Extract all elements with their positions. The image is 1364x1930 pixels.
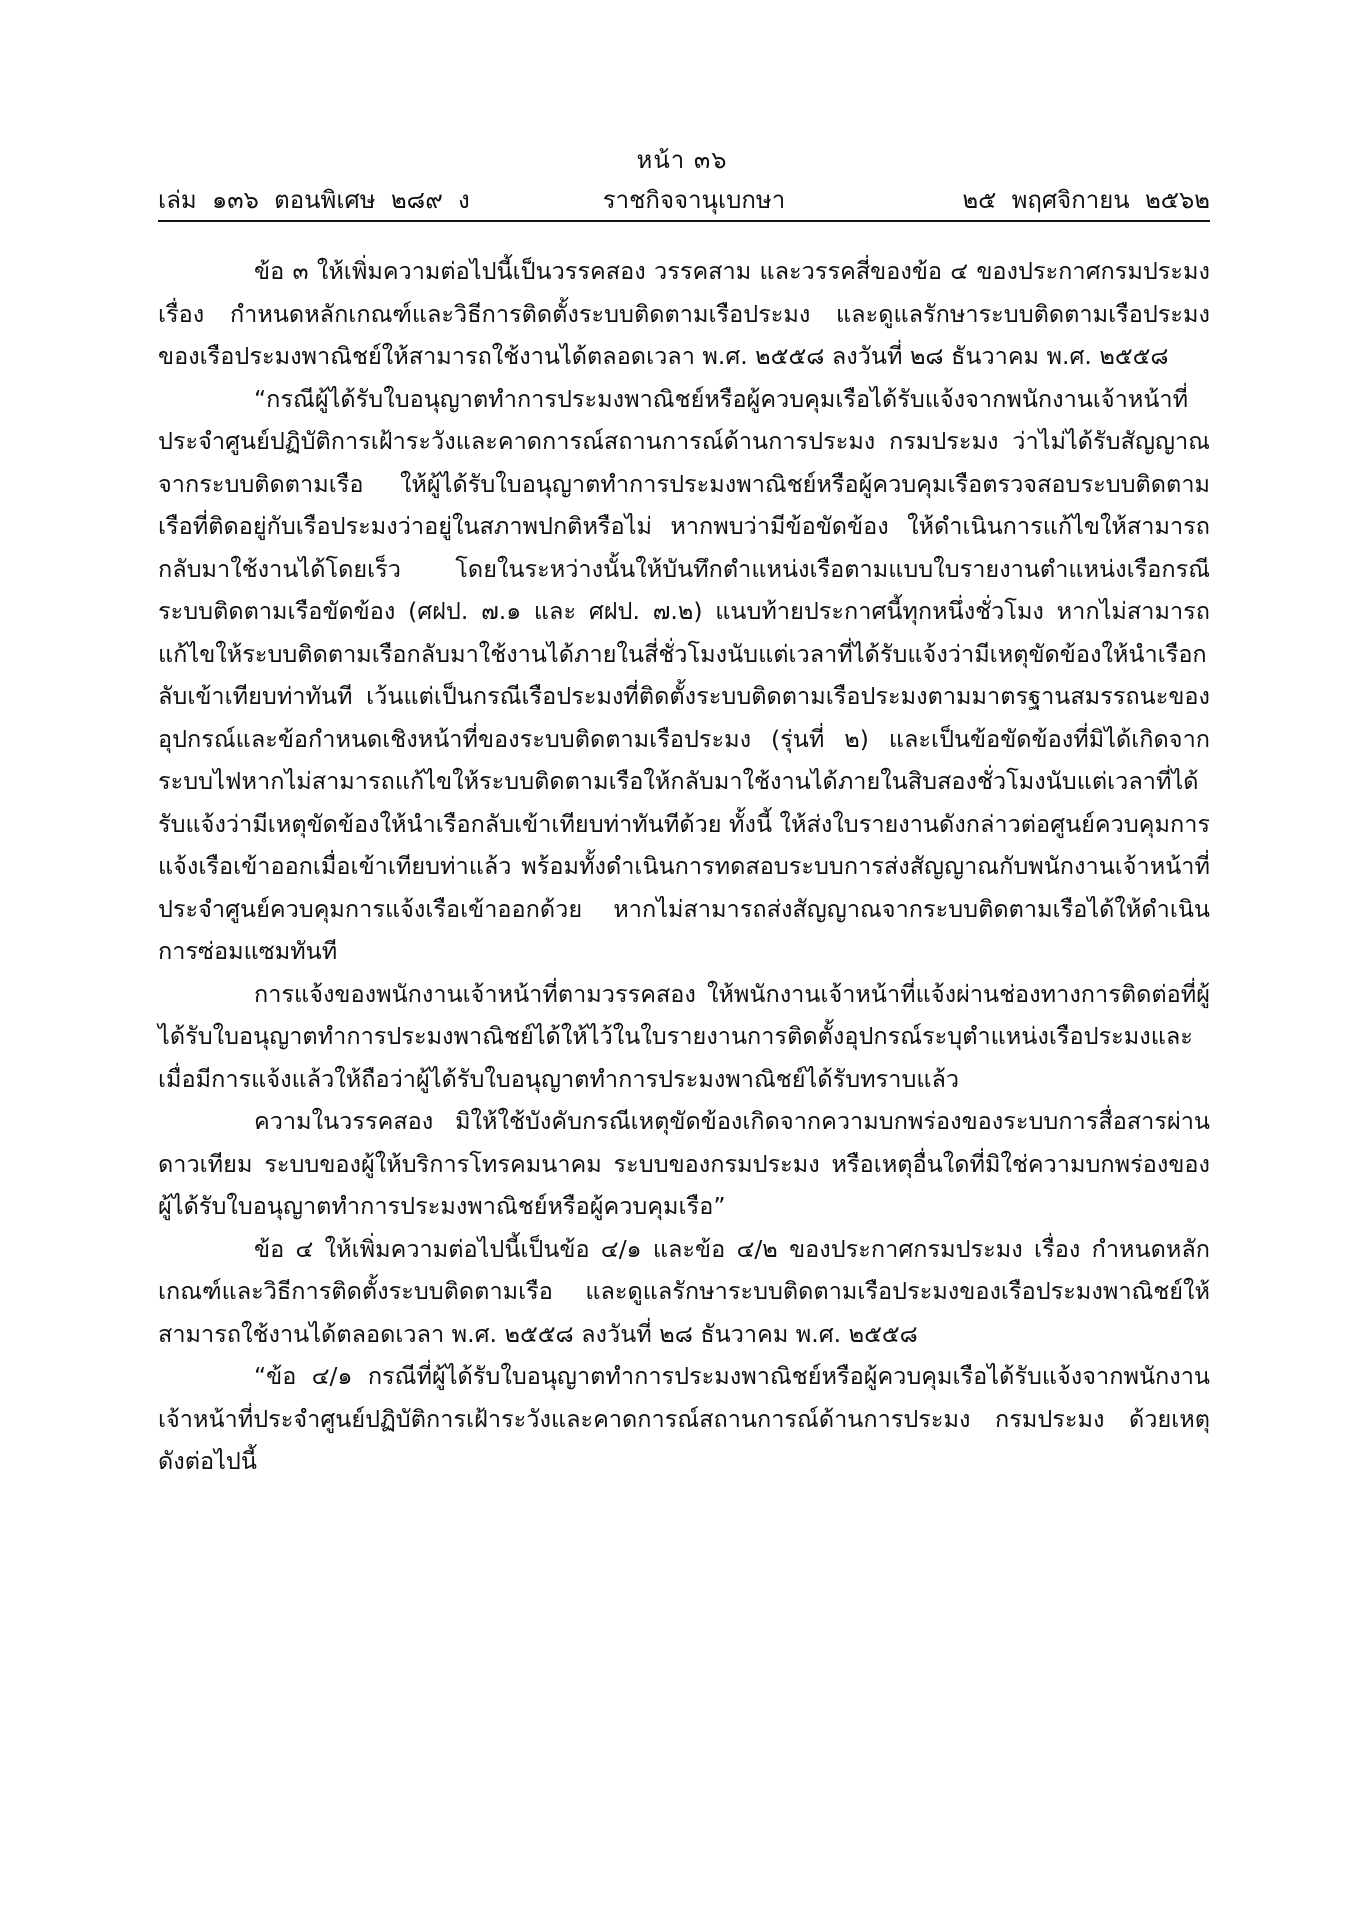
volume-issue: เล่ม ๑๓๖ ตอนพิเศษ ๒๘๙ ง (158, 186, 470, 214)
page-number: หน้า ๓๖ (636, 146, 728, 174)
publication-name: ราชกิจจานุเบกษา (602, 186, 786, 214)
paragraph-clause-4-1: “ข้อ ๔/๑ กรณีที่ผู้ได้รับใบอนุญาตทำการประมงพาณิชย์หรือผู้ควบคุมเรือได้รับแจ้งจากพนักงานเจ้าหน้าที่ประจำศูนย์ปฏิบัติการเฝ้าระวังและคาดการณ์สถานการณ์ด้านการประมง กรมประมง ด้วยเหตุ ดังต่อไปนี้ (158, 1362, 1210, 1475)
header-divider (158, 220, 1210, 222)
gazette-header (158, 180, 1210, 216)
publication-date: ๒๕ พฤศจิกายน ๒๕๖๒ (962, 186, 1210, 214)
document-body (158, 250, 1210, 1483)
paragraph-clause-3-third: การแจ้งของพนักงานเจ้าหน้าที่ตามวรรคสอง ให้พนักงานเจ้าหน้าที่แจ้งผ่านช่องทางการติดต่อที่ผู้ได้รับใบอนุญาตทำการประมงพาณิชย์ได้ให้ไว้ในใบรายงานการติดตั้งอุปกรณ์ระบุตำแหน่งเรือประมงและเมื่อมีการแจ้งแล้วให้ถือว่าผู้ได้รับใบอนุญาตทำการประมงพาณิชย์ได้รับทราบแล้ว (158, 979, 1210, 1093)
paragraph-clause-4: ข้อ ๔ ให้เพิ่มความต่อไปนี้เป็นข้อ ๔/๑ และข้อ ๔/๒ ของประกาศกรมประมง เรื่อง กำหนดหลักเกณฑ์และวิธีการติดตั้งระบบติดตามเรือ และดูแลรักษาระบบติดตามเรือประมงของเรือประมงพาณิชย์ให้สามารถใช้งานได้ตลอดเวลา พ.ศ. ๒๕๕๘ ลงวันที่ ๒๘ ธันวาคม พ.ศ. ๒๕๕๘ (158, 1234, 1210, 1348)
paragraph-clause-3: ข้อ ๓ ให้เพิ่มความต่อไปนี้เป็นวรรคสอง วรรคสาม และวรรคสี่ของข้อ ๔ ของประกาศกรมประมง เรื่อง กำหนดหลักเกณฑ์และวิธีการติดตั้งระบบติดตามเรือประมง และดูแลรักษาระบบติดตามเรือประมงของเรือประมงพาณิชย์ให้สามารถใช้งานได้ตลอดเวลา พ.ศ. ๒๕๕๘ ลงวันที่ ๒๘ ธันวาคม พ.ศ. ๒๕๕๘ (158, 257, 1210, 370)
paragraph-clause-3-second: “กรณีผู้ได้รับใบอนุญาตทำการประมงพาณิชย์หรือผู้ควบคุมเรือได้รับแจ้งจากพนักงานเจ้าหน้าที่ประจำศูนย์ปฏิบัติการเฝ้าระวังและคาดการณ์สถานการณ์ด้านการประมง กรมประมง ว่าไม่ได้รับสัญญาณจากระบบติดตามเรือ ให้ผู้ได้รับใบอนุญาตทำการประมงพาณิชย์หรือผู้ควบคุมเรือตรวจสอบระบบติดตามเรือที่ติดอยู่กับเรือประมงว่าอยู่ในสภาพปกติหรือไม่ หากพบว่ามีข้อขัดข้อง ให้ดำเนินการแก้ไขให้สามารถกลับมาใช้งานได้โดยเร็ว โดยในระหว่างนั้นให้บันทึกตำแหน่งเรือตามแบบใบรายงานตำแหน่งเรือกรณีระบบติดตามเรือขัดข้อง (ศฝป. ๗.๑ และ ศฝป. ๗.๒) แนบท้ายประกาศนี้ทุกหนึ่งชั่วโมง หากไม่สามารถแก้ไขให้ระบบติดตามเรือกลับมาใช้งานได้ภายในสี่ชั่วโมงนับแต่เวลาที่ได้รับแจ้งว่ามีเหตุขัดข้องให้นำเรือกลับเข้าเทียบท่าทันที เว้นแต่เป็นกรณีเรือประมงที่ติดตั้งระบบติดตามเรือประมงตามมาตรฐานสมรรถนะของอุปกรณ์และข้อกำหนดเชิงหน้าที่ของระบบติดตามเรือประมง (รุ่นที่ ๒) และเป็นข้อขัดข้องที่มิได้เกิดจากระบบไฟหากไม่สามารถแก้ไขให้ระบบติดตามเรือให้กลับมาใช้งานได้ภายในสิบสองชั่วโมงนับแต่เวลาที่ได้รับแจ้งว่ามีเหตุขัดข้องให้นำเรือกลับเข้าเทียบท่าทันทีด้วย ทั้งนี้ ให้ส่งใบรายงานดังกล่าวต่อศูนย์ควบคุมการแจ้งเรือเข้าออกเมื่อเข้าเทียบท่าแล้ว พร้อมทั้งดำเนินการทดสอบระบบการส่งสัญญาณกับพนักงานเจ้าหน้าที่ประจำศูนย์ควบคุมการแจ้งเรือเข้าออกด้วย หากไม่สามารถส่งสัญญาณจากระบบติดตามเรือได้ให้ดำเนินการซ่อมแซมทันที (158, 384, 1211, 965)
paragraph-clause-3-fourth: ความในวรรคสอง มิให้ใช้บังคับกรณีเหตุขัดข้องเกิดจากความบกพร่องของระบบการสื่อสารผ่านดาวเทียม ระบบของผู้ให้บริการโทรคมนาคม ระบบของกรมประมง หรือเหตุอื่นใดที่มิใช่ความบกพร่องของผู้ได้รับใบอนุญาตทำการประมงพาณิชย์หรือผู้ควบคุมเรือ” (158, 1107, 1210, 1220)
